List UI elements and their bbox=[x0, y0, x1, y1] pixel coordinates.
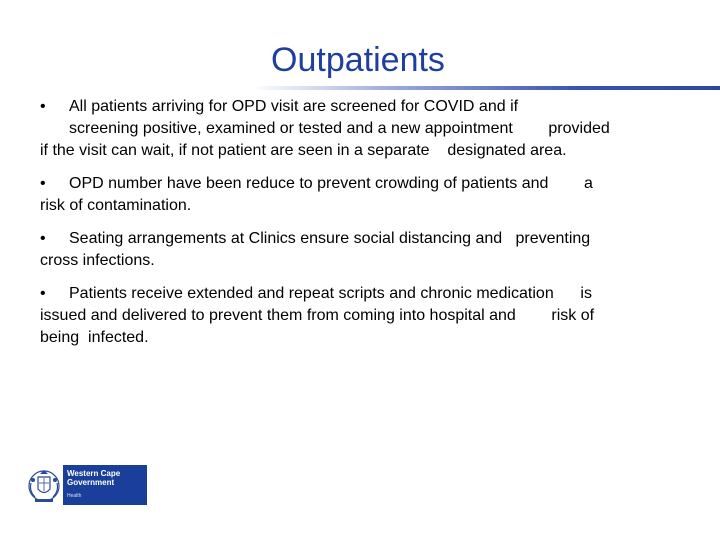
logo-line-government: Government bbox=[67, 478, 115, 487]
bullet-4-line-3: being infected. bbox=[40, 329, 149, 346]
logo-line-department: Health bbox=[67, 493, 82, 499]
coat-of-arms-icon bbox=[25, 465, 63, 505]
bullet-marker: • bbox=[40, 230, 46, 247]
logo-text-box bbox=[63, 465, 147, 505]
bullet-1-line-2: screening positive, examined or tested and a new appointment provided bbox=[69, 120, 610, 137]
bullet-1-line-3: if the visit can wait, if not patient are seen in a separate designated area. bbox=[40, 142, 567, 159]
bullet-item-3 bbox=[40, 228, 690, 272]
bullet-item-1 bbox=[40, 96, 690, 162]
bullet-1-line-1 bbox=[40, 96, 690, 118]
bullet-item-2 bbox=[40, 173, 690, 217]
bullet-4-line-2: issued and delivered to prevent them from coming into hospital and risk of bbox=[40, 307, 595, 324]
bullet-4-line-1 bbox=[40, 283, 690, 305]
bullet-3-line-1 bbox=[40, 228, 690, 250]
bullet-marker: • bbox=[40, 175, 46, 192]
bullet-4-line-1-text: Patients receive extended and repeat scripts and chronic medication is bbox=[69, 285, 592, 302]
bullet-marker: • bbox=[40, 98, 46, 115]
bullet-3-line-1-text: Seating arrangements at Clinics ensure social distancing and preventing bbox=[69, 230, 591, 247]
bullet-2-line-2: risk of contamination. bbox=[40, 197, 192, 214]
western-cape-government-logo bbox=[25, 465, 147, 505]
bullet-list bbox=[40, 96, 690, 360]
bullet-2-line-1-text: OPD number have been reduce to prevent crowding of patients and a bbox=[69, 175, 593, 192]
slide-title: Outpatients bbox=[271, 41, 445, 79]
bullet-marker: • bbox=[40, 285, 46, 302]
bullet-3-line-2: cross infections. bbox=[40, 252, 155, 269]
title-underline bbox=[0, 86, 720, 90]
bullet-1-line-1-text: All patients arriving for OPD visit are screened for COVID and if bbox=[69, 98, 519, 115]
bullet-item-4 bbox=[40, 283, 690, 349]
bullet-2-line-1 bbox=[40, 173, 690, 195]
logo-line-western-cape: Western Cape bbox=[67, 469, 121, 478]
